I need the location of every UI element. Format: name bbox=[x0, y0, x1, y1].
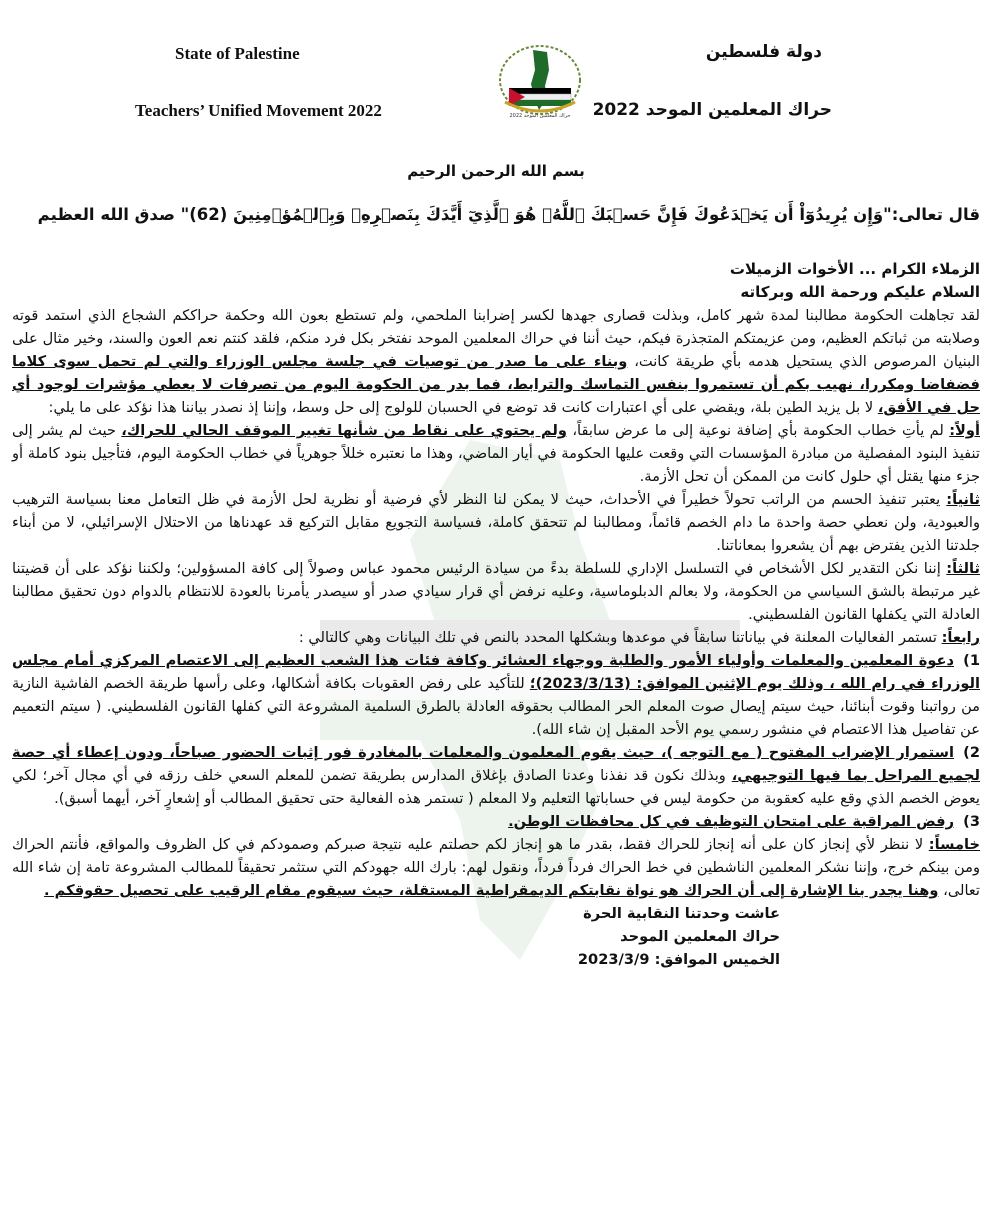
point-fifth bbox=[12, 833, 980, 902]
activity-3-number: 3) bbox=[963, 813, 980, 830]
point-fourth-label: رابعاً: bbox=[941, 629, 980, 646]
intro-end: لا بل يزيد الطين بلة، ويقضي على أي اعتبارات كانت قد توضع في الحسبان للولوج إلى حل وسط، وإننا إذ نصدر بياننا هذا نؤكد على ما يلي: bbox=[48, 399, 878, 416]
point-third-label: ثالثاً: bbox=[946, 560, 980, 577]
point-third-text: إننا نكن التقدير لكل الأشخاص في التسلسل الإداري للسلطة بدءً من سيادة الرئيس محمود عباس وصولاً إلى كافة المسؤولين؛ ولكننا نؤكد على أن قضيتنا غير مرتبطة بالشق السياسي من الحكومة، ولا بعالم الدبلوماسية، وعليه نرفض أي قرار سيادي صدر أو سيصدر يأمرنا بالعودة للانتظام بالدوام دون تحقيق مطالبنا العادلة التي يكفلها القانون الفلسطيني. bbox=[12, 560, 980, 623]
logo-caption: حراك المعلمين الموحد 2022 bbox=[509, 113, 571, 119]
point-fifth-label: خامساً: bbox=[928, 836, 980, 853]
activity-2-bold: استمرار الإضراب المفتوح ( مع التوجه )، حيث يقوم المعلمون والمعلمات بالمغادرة فور إثبات الحضور صباحاً، ودون إعطاء أي حصة لجميع المراحل بما فيها التوجيهي، bbox=[12, 744, 980, 784]
point-first-text-b: حيث لم يشر إلى تنفيذ البنود المفصلية من مبادرة المؤسسات التي وقعت عليها الحكومة في أيار الماضي، وهذا ما نعتبره خللاً جوهرياً في خطاب الحكومة اليوم، فتأجيل بنود كاملة أو جزء منها يقتل أي حلول كانت من الممكن أن تحل الأزمة. bbox=[12, 422, 980, 485]
quran-verse: قال تعالى:"وَإِن يُرِيدُوٓاْ أَن يَخۡدَعُوكَ فَإِنَّ حَسۡبَكَ ٱللَّهُۚ هُوَ ٱلَّذِيٓ أَيَّدَكَ بِنَصۡرِهِۦ وَبِٱلۡمُؤۡمِنِينَ (62)" صدق الله العظيم bbox=[37, 205, 980, 224]
header-state-en: State of Palestine bbox=[175, 44, 300, 63]
statement-body bbox=[12, 258, 980, 971]
intro-paragraph bbox=[12, 304, 980, 419]
intro-text: لقد تجاهلت الحكومة مطالبنا لمدة شهر كامل، وبذلت قصارى جهدها لكسر إضرابنا الملحمي، ولم تستطع بعون الله وحكمة حراككم الشجاع الذي استمد قوته وصلابته من ثباتكم العظيم، ومن عزيمتكم المتجذرة فيكم، حيث أننا في حراك المعلمين الموحد نفتخر بكل فرد منكم، فلقد كنتم نعم العون والسند، وخير مثال على البنيان المرصوص الذي يستحيل هدمه بأي طريقة كانت، bbox=[12, 307, 980, 370]
greeting-salam: السلام عليكم ورحمة الله وبركاته bbox=[740, 283, 980, 301]
activity-2-number: 2) bbox=[963, 744, 980, 761]
point-first-label: أولاً: bbox=[949, 422, 980, 439]
activity-2 bbox=[12, 741, 980, 810]
point-second bbox=[12, 488, 980, 557]
point-second-text: يعتبر تنفيذ الحسم من الراتب تحولاً خطيراً في الأحداث، حيث لا يمكن لنا النظر لأي فرضية أو نظرية لحل الأزمة في ظل التعامل معنا بسياسة الترهيب والعبودية، ولن نعطي حصة واحدة ما دام الخصم قائماً، ومطالبنا لم تتحقق كاملة، فسياسة التجويع مقابل التركيع قد عهدناها من الاحتلال الإسرائيلي، لا من أبناء جلدتنا الذين يفترض بهم أن يشعروا بمعاناتنا. bbox=[12, 491, 980, 554]
point-first bbox=[12, 419, 980, 488]
point-fifth-bold: وهنا يجدر بنا الإشارة إلى أن الحراك هو نواة نقابتكم الديمقراطية المستقلة، حيث سيقوم مقام الرقيب على تحصيل حقوقكم . bbox=[44, 882, 939, 899]
header-movement-ar: حراك المعلمين الموحد 2022 bbox=[592, 100, 832, 120]
activity-1-text: للتأكيد على رفض العقوبات بكافة أشكالها، وعلى رأسها طريقة الخصم الفاشية النازية من رواتبنا وقوت أبنائنا، حيث سيتم إيصال صوت المعلم الحر المطالب بحقوقه العادلة بالطرق السلمية المشروعة التي كفلها القانون الفلسطيني. ( سيتم التعميم عن تفاصيل هذا الاعتصام في منشور رسمي يوم الأحد المقبل إن شاء الله). bbox=[12, 675, 980, 738]
intro-bold: وبناء على ما صدر من توصيات في جلسة مجلس الوزراء والتي لم تحمل سوى كلاما فضفاضا ومكررا، نهيب بكم أن تستمروا بنفس التماسك والترابط، فما بدر من الحكومة اليوم من تصرفات لا يعطي مؤشرات لوجود أي حل في الأفق، bbox=[12, 353, 980, 416]
palestine-map-flag-logo-icon bbox=[495, 40, 585, 120]
activity-2-text: وبذلك نكون قد نفذنا وعدنا الصادق بإغلاق المدارس بطريقة تضمن للمعلم السعي خلف رزقه في أي مجال آخر؛ لكي يعوض الخصم الذي وقع عليه كعقوبة من حكومة ليس في حساباتها التعليم ولا المعلم ( تستمر هذه الفعالية حتى تحقيق المطالب أو إشعارٍ آخر، أيهما أسبق). bbox=[12, 767, 980, 807]
header-state-ar: دولة فلسطين bbox=[705, 42, 822, 62]
activity-1-bold: دعوة المعلمين والمعلمات وأولياء الأمور والطلبة ووجهاء العشائر وكافة فئات هذا الشعب العظيم إلى الاعتصام المركزي أمام مجلس الوزراء في رام الله ، وذلك يوم الإثنين الموافق: (2023/3/13)؛ bbox=[12, 652, 980, 692]
point-third bbox=[12, 557, 980, 626]
point-first-bold: ولم يحتوي على نقاط من شأنها تغيير الموقف الحالي للحراك، bbox=[121, 422, 567, 439]
point-fifth-text: لا ننظر لأي إنجاز كان على أنه إنجاز للحراك فقط، بقدر ما هو إنجاز لكم حصلتم عليه نتيجة صبركم وصمودكم في كل الظروف والمواقع، فأنتم الحراك ومن بينكم خرج، وإننا نشكر المعلمين الناشطين في خط الحراك فرداً فرداً، ونقول لهم: بارك الله جهودكم التي ستثمر تحقيقاً للمطالب المشروعة تامة إن شاء الله تعالى، bbox=[12, 836, 980, 899]
activity-1 bbox=[12, 649, 980, 741]
closing-movement: حراك المعلمين الموحد bbox=[620, 928, 780, 945]
greeting-colleagues: الزملاء الكرام ... الأخوات الزميلات bbox=[729, 260, 980, 278]
closing-union: عاشت وحدتنا النقابية الحرة bbox=[583, 905, 780, 922]
activity-3-bold: رفض المراقبة على امتحان التوظيف في كل محافظات الوطن. bbox=[508, 813, 954, 830]
point-fourth bbox=[12, 626, 980, 649]
point-first-text-a: لم يأتِ خطاب الحكومة بأي إضافة نوعية إلى ما عرض سابقاً، bbox=[566, 422, 950, 439]
activity-3 bbox=[12, 810, 980, 833]
point-fourth-text: تستمر الفعاليات المعلنة في بياناتنا سابقاً في موعدها وبشكلها المحدد بالنص في تلك البيانات وهي كالتالي : bbox=[298, 629, 942, 646]
activity-1-number: 1) bbox=[963, 652, 980, 669]
point-second-label: ثانياً: bbox=[946, 491, 980, 508]
basmala: بسم الله الرحمن الرحيم bbox=[407, 162, 585, 180]
closing-date: الخميس الموافق: 2023/3/9 bbox=[577, 951, 780, 968]
header-movement-en: Teachers’ Unified Movement 2022 bbox=[135, 101, 382, 120]
